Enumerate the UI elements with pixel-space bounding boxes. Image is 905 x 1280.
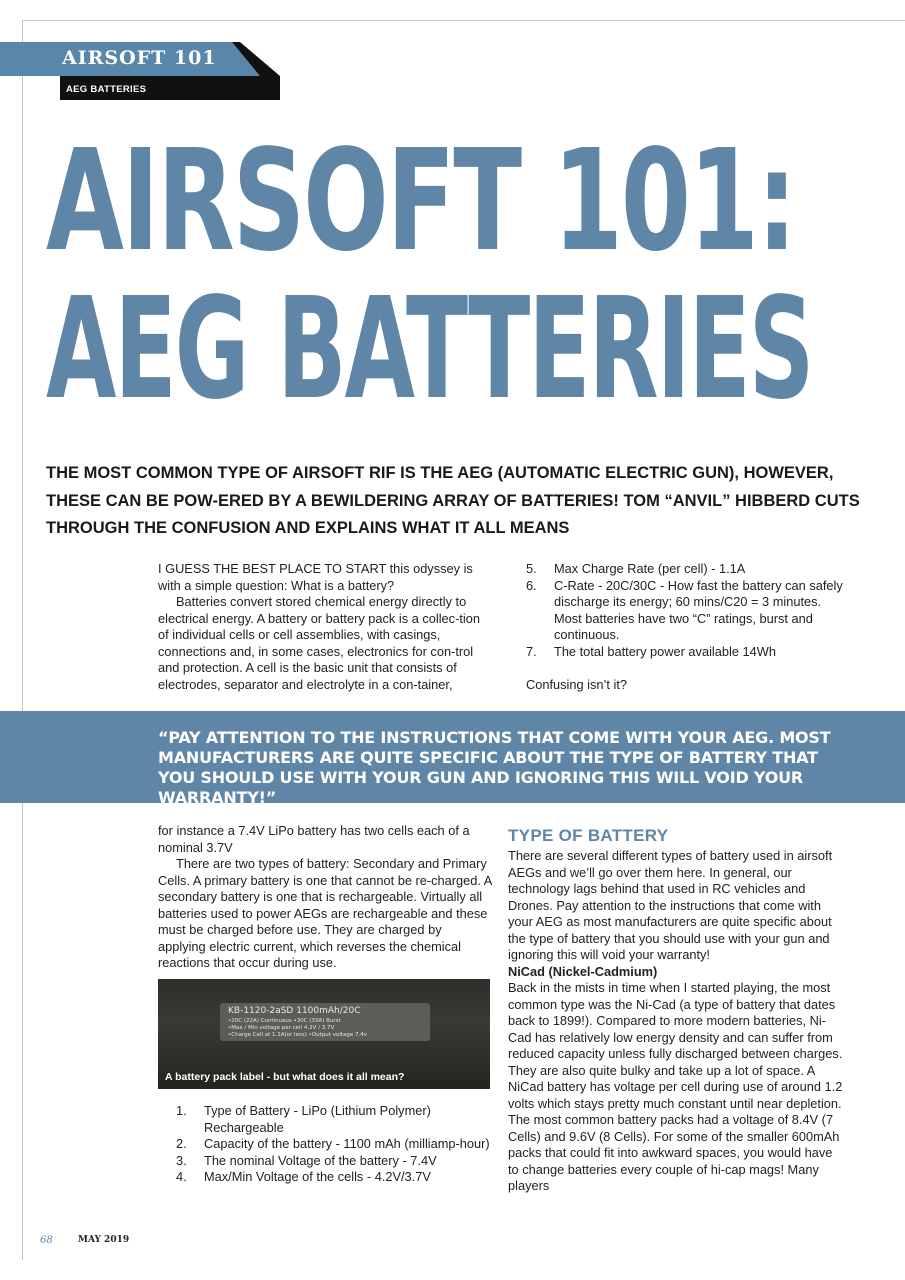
paragraph: Confusing isn’t it? xyxy=(526,677,628,692)
headline-line-2: AEG BATTERIES xyxy=(46,268,813,431)
list-item xyxy=(526,578,846,644)
list-item xyxy=(176,1103,492,1136)
list-number: 5. xyxy=(526,561,537,576)
paragraph: Back in the mists in time when I started playing, the most common type was the Ni-Cad (a type of battery that dates back to 1899!). Compared to more modern batteries, Ni-Cad has relatively low energy density and can suffer from reduced capacity unless fully discharged between charges. They are also quite bulky and take up a lot of space. A NiCad battery has voltage per cell during use of around 1.2 volts which stays pretty much constant until near depletion. The most common battery packs had a voltage of 8.4V (7 Cells) and 9.6V (8 Cells). For some of the smaller 600mAh packs that could fit into awkward spaces, you would have to change batteries every couple of hi-cap mags! Many players xyxy=(508,980,843,1193)
list-text: Capacity of the battery - 1100 mAh (milliamp-hour) xyxy=(204,1136,490,1151)
list-item xyxy=(176,1169,492,1186)
spec-list-continued xyxy=(526,561,846,660)
section-heading: TYPE OF BATTERY xyxy=(508,826,669,845)
sticker-text: •Max / Min voltage per cell 4.2V / 3.7V xyxy=(228,1025,335,1031)
list-item xyxy=(526,644,846,661)
list-number: 1. xyxy=(176,1103,187,1118)
headline-line-1: AIRSOFT 101: xyxy=(46,120,795,283)
list-number: 2. xyxy=(176,1136,187,1151)
list-number: 4. xyxy=(176,1169,187,1184)
list-number: 3. xyxy=(176,1152,187,1168)
standfirst: THE MOST COMMON TYPE OF AIRSOFT RIF IS THE AEG (AUTOMATIC ELECTRIC GUN), HOWEVER, THESE CAN BE POW-ERED BY A BEWILDERING ARRAY OF BATTERIES! TOM “ANVIL” HIBBERD CUTS THROUGH THE CONFUSION AND EXPLAINS WHAT IT ALL MEANS xyxy=(46,464,860,537)
section-banner xyxy=(0,42,280,102)
paragraph: Batteries convert stored chemical energy directly to electrical energy. A battery or battery pack is a collec-tion of individual cells or cell assemblies, with casings, connections and, in some cases, electronics for con-trol and protection. A cell is the basic unit that consists of electrodes, separator and electrolyte in a con-tainer, xyxy=(158,594,480,692)
body-column-2 xyxy=(526,561,846,694)
paragraph: for instance a 7.4V LiPo battery has two cells each of a nominal 3.7V xyxy=(158,823,470,855)
page-frame-left-rule xyxy=(22,20,23,1260)
list-text: The nominal Voltage of the battery - 7.4V xyxy=(204,1152,437,1168)
sticker-text: •20C (22A) Continuous •30C (33A) Burst xyxy=(228,1018,341,1024)
page-frame-top-rule xyxy=(22,20,905,21)
list-number: 6. xyxy=(526,577,537,593)
body-column-1 xyxy=(158,561,492,693)
issue-date: MAY 2019 xyxy=(78,1235,130,1245)
list-text: Type of Battery - LiPo (Lithium Polymer) Rechargeable xyxy=(204,1103,431,1135)
list-number: 7. xyxy=(526,643,537,659)
sticker-text: •Charge Cell at 1.1A(or less) •Output voltage 7.4v xyxy=(228,1032,367,1038)
battery-label-sticker xyxy=(220,1003,430,1041)
list-item xyxy=(176,1153,492,1170)
article-headline xyxy=(46,120,846,431)
numbered-list xyxy=(176,1103,492,1186)
paragraph: There are two types of battery: Secondary and Primary Cells. A primary battery is one that cannot be re-charged. A secondary battery is one that is rechargeable. Virtually all batteries used to power AEGs are rechargeable and these must be charged before use. They are charged by applying electric current, which reverses the chemical reactions that occur during use. xyxy=(158,856,492,970)
battery-label-photo xyxy=(158,979,490,1089)
page-number: 68 xyxy=(40,1235,53,1246)
banner-title: AIRSOFT 101 xyxy=(62,47,217,69)
paragraph: I GUESS THE BEST PLACE TO START this odyssey is with a simple question: What is a battery? xyxy=(158,561,473,593)
spec-list xyxy=(176,1103,492,1186)
list-text: The total battery power available 14Wh xyxy=(554,643,776,659)
pull-quote: “PAY ATTENTION TO THE INSTRUCTIONS THAT COME WITH YOUR AEG. MOST MANUFACTURERS ARE QUITE SPECIFIC ABOUT THE TYPE OF BATTERY THAT YOU SHOULD USE WITH YOUR GUN AND IGNORING THIS WILL VOID YOUR WARRANTY!” xyxy=(158,728,831,807)
body-column-3 xyxy=(158,823,492,972)
body-column-4 xyxy=(508,826,844,1195)
banner-subtitle: AEG BATTERIES xyxy=(66,84,147,95)
pull-quote-bar xyxy=(0,711,905,807)
subheading: NiCad (Nickel-Cadmium) xyxy=(508,963,658,979)
list-text: C-Rate - 20C/30C - How fast the battery can safely discharge its energy; 60 mins/C20 = 3 minutes. Most batteries have two “C” ratings, burst and continuous. xyxy=(554,577,843,642)
list-item xyxy=(176,1136,492,1153)
list-text: Max/Min Voltage of the cells - 4.2V/3.7V xyxy=(204,1169,431,1184)
photo-caption: A battery pack label - but what does it all mean? xyxy=(165,1071,405,1083)
list-item xyxy=(526,561,846,578)
sticker-text: KB-1120-2aSD 1100mAh/20C xyxy=(228,1006,361,1016)
list-text: Max Charge Rate (per cell) - 1.1A xyxy=(554,561,746,576)
paragraph: There are several different types of battery used in airsoft AEGs and we’ll go over them here. In general, our technology lags behind that used in RC vehicles and Drones. Pay attention to the instructions that come with your AEG as most manufacturers are quite specific about the type of battery that you should use with your gun and ignoring this will void your warranty! xyxy=(508,848,833,962)
